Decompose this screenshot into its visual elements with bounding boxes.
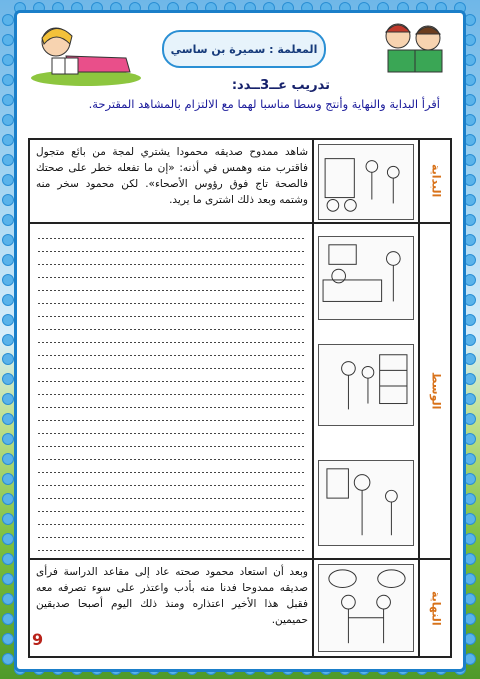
reading-girl-illustration <box>26 18 146 90</box>
doctor-visit-picture <box>318 344 414 426</box>
teacher-name-banner: المعلمة : سميرة بن ساسي <box>162 30 326 68</box>
reconciliation-picture <box>318 564 414 652</box>
doctor-advice-picture <box>318 460 414 546</box>
exercise-title: تدريب عــ3ــدد: <box>231 78 330 93</box>
row-divider <box>30 558 450 560</box>
section-label-ending: النهاية <box>429 590 443 626</box>
writing-lines[interactable] <box>38 226 306 556</box>
story-ending-text: وبعد أن استعاد محمود صحته عاد إلى مقاعد الدراسة فرأى صديقه ممدوحا فدنا منه بأدب واعتذر على سوء تصرفه معه فقبل هذا الأخير اعتذاره ومنذ ذلك اليوم أصبحا صديقين حميمين. <box>36 566 308 626</box>
border-dots-right <box>464 14 478 665</box>
exercise-instruction: أقرأ البداية والنهاية وأنتج وسطا مناسبا لهما مع الالتزام بالمشاهد المقترحة. <box>88 97 440 111</box>
row-divider <box>30 222 450 224</box>
story-table <box>28 138 452 658</box>
vendor-scene-picture <box>318 144 414 220</box>
kids-reading-illustration <box>374 16 454 80</box>
sick-in-bed-picture <box>318 236 414 320</box>
section-label-middle: الوسط <box>429 372 443 410</box>
section-label-beginning: البداية <box>429 164 443 198</box>
story-beginning-text: شاهد ممدوح صديقه محمودا يشتري لمجة من بائع متجول فاقترب منه وهمس في أذنه: «إن ما تفعله خطر على صحتك فالصحة تاج فوق رؤوس الأصحاء». لكن محمود سخر منه وشتمه وبعد ذلك اشترى ما يريد. <box>36 146 308 206</box>
page-number: 9 <box>32 630 44 649</box>
